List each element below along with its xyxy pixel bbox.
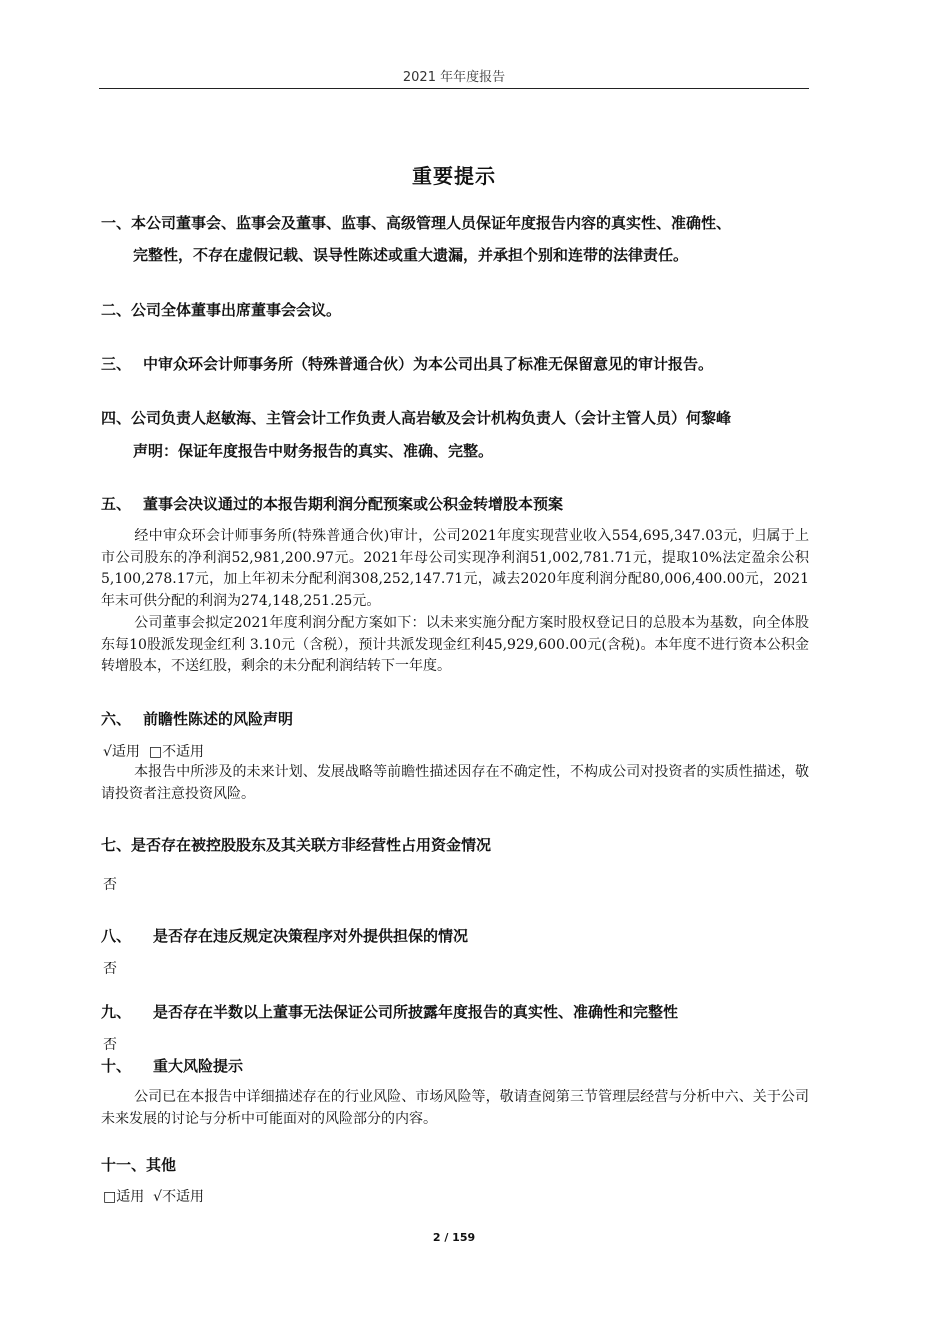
section-3-text: 中审众环会计师事务所（特殊普通合伙）为本公司出具了标准无保留意见的审计报告。 bbox=[143, 355, 714, 373]
section-8-answer: 否 bbox=[103, 961, 117, 977]
section-6-applicability bbox=[103, 741, 204, 761]
section-10-heading bbox=[101, 1055, 243, 1076]
section-11-heading bbox=[101, 1154, 176, 1175]
section-2-heading bbox=[101, 299, 341, 320]
section-5-paragraph-2-text: 公司董事会拟定2021年度利润分配方案如下：以未来实施分配方案时股权登记日的总股本为基数，向全体股东每10股派发现金红利 3.10元（含税），预计共派发现金红利45,929,600.00元(含税)。本年度不进行资本公积金转增股本，不送红股，剩余的未分配利润结转下一年度。 bbox=[101, 615, 809, 675]
section-11-title: 其他 bbox=[146, 1156, 177, 1174]
section-9-answer: 否 bbox=[103, 1037, 117, 1053]
header-divider bbox=[99, 88, 809, 89]
section-5-title: 董事会决议通过的本报告期利润分配预案或公积金转增股本预案 bbox=[143, 495, 564, 513]
section-5-paragraph-2 bbox=[101, 613, 809, 678]
section-10-number: 十、 bbox=[101, 1057, 132, 1075]
section-3-heading bbox=[101, 353, 713, 374]
section-4-line-2: 声明：保证年度报告中财务报告的真实、准确、完整。 bbox=[133, 442, 494, 460]
section-4-number: 四、 bbox=[101, 409, 132, 427]
section-1-line-2: 完整性，不存在虚假记载、误导性陈述或重大遗漏，并承担个别和连带的法律责任。 bbox=[133, 246, 689, 264]
section-11-number: 十一、 bbox=[101, 1156, 147, 1174]
section-1-heading bbox=[101, 212, 731, 233]
section-5-heading bbox=[101, 493, 563, 514]
section-10-paragraph bbox=[101, 1087, 809, 1130]
section-5-paragraph-1 bbox=[101, 526, 809, 612]
section-6-paragraph bbox=[101, 762, 809, 805]
section-7-number: 七、 bbox=[101, 836, 132, 854]
section-8-title: 是否存在违反规定决策程序对外提供担保的情况 bbox=[153, 927, 469, 945]
section-1-line-1: 本公司董事会、监事会及董事、监事、高级管理人员保证年度报告内容的真实性、准确性、 bbox=[131, 214, 732, 232]
section-3-number: 三、 bbox=[101, 355, 132, 373]
section-5-paragraph-1-text: 经中审众环会计师事务所(特殊普通合伙)审计，公司2021年度实现营业收入554,695,347.03元，归属于上市公司股东的净利润52,981,200.97元。2021年母公司实现净利润51,002,781.71元，提取10%法定盈余公积5,100,278.17元，加上年初未分配利润308,252,147.71元，减去2020年度利润分配80,006,400.00元，2021年末可供分配的利润为274,148,251.25元。 bbox=[101, 528, 809, 609]
section-11-applicability bbox=[103, 1186, 204, 1206]
section-4-heading bbox=[101, 407, 731, 428]
section-8-heading bbox=[101, 925, 468, 946]
section-6-title: 前瞻性陈述的风险声明 bbox=[143, 710, 294, 728]
section-10-title: 重大风险提示 bbox=[153, 1057, 244, 1075]
section-4-line-1: 公司负责人赵敏海、主管会计工作负责人高岩敏及会计机构负责人（会计主管人员）何黎峰 bbox=[131, 409, 732, 427]
not-applicable-label: 不适用 bbox=[162, 1189, 205, 1205]
checkbox-empty-icon: □ bbox=[103, 1189, 117, 1205]
section-2-text: 公司全体董事出席董事会会议。 bbox=[131, 301, 342, 319]
checkmark-icon: √ bbox=[153, 1189, 163, 1205]
page-number: 2 / 159 bbox=[432, 1231, 476, 1244]
applicable-label: 适用 bbox=[111, 744, 140, 760]
doc-title: 重要提示 bbox=[412, 164, 496, 188]
section-7-answer: 否 bbox=[103, 877, 117, 893]
applicable-label: 适用 bbox=[116, 1189, 145, 1205]
checkbox-empty-icon: □ bbox=[148, 744, 163, 760]
section-8-number: 八、 bbox=[101, 927, 132, 945]
section-2-number: 二、 bbox=[101, 301, 132, 319]
section-6-number: 六、 bbox=[101, 710, 132, 728]
section-6-heading bbox=[101, 708, 293, 729]
section-5-number: 五、 bbox=[101, 495, 132, 513]
section-9-number: 九、 bbox=[101, 1003, 132, 1021]
section-1-number: 一、 bbox=[101, 214, 132, 232]
section-6-paragraph-text: 本报告中所涉及的未来计划、发展战略等前瞻性描述因存在不确定性，不构成公司对投资者的实质性描述，敬请投资者注意投资风险。 bbox=[101, 764, 809, 802]
section-9-heading bbox=[101, 1001, 678, 1022]
not-applicable-label: 不适用 bbox=[162, 744, 205, 760]
page-header: 2021 年年度报告 bbox=[402, 70, 506, 85]
section-9-title: 是否存在半数以上董事无法保证公司所披露年度报告的真实性、准确性和完整性 bbox=[153, 1003, 679, 1021]
section-7-title: 是否存在被控股股东及其关联方非经营性占用资金情况 bbox=[131, 836, 492, 854]
checkmark-icon: √ bbox=[103, 744, 112, 760]
section-7-heading bbox=[101, 834, 491, 855]
section-10-paragraph-text: 公司已在本报告中详细描述存在的行业风险、市场风险等，敬请查阅第三节管理层经营与分析中六、关于公司未来发展的讨论与分析中可能面对的风险部分的内容。 bbox=[101, 1089, 809, 1127]
